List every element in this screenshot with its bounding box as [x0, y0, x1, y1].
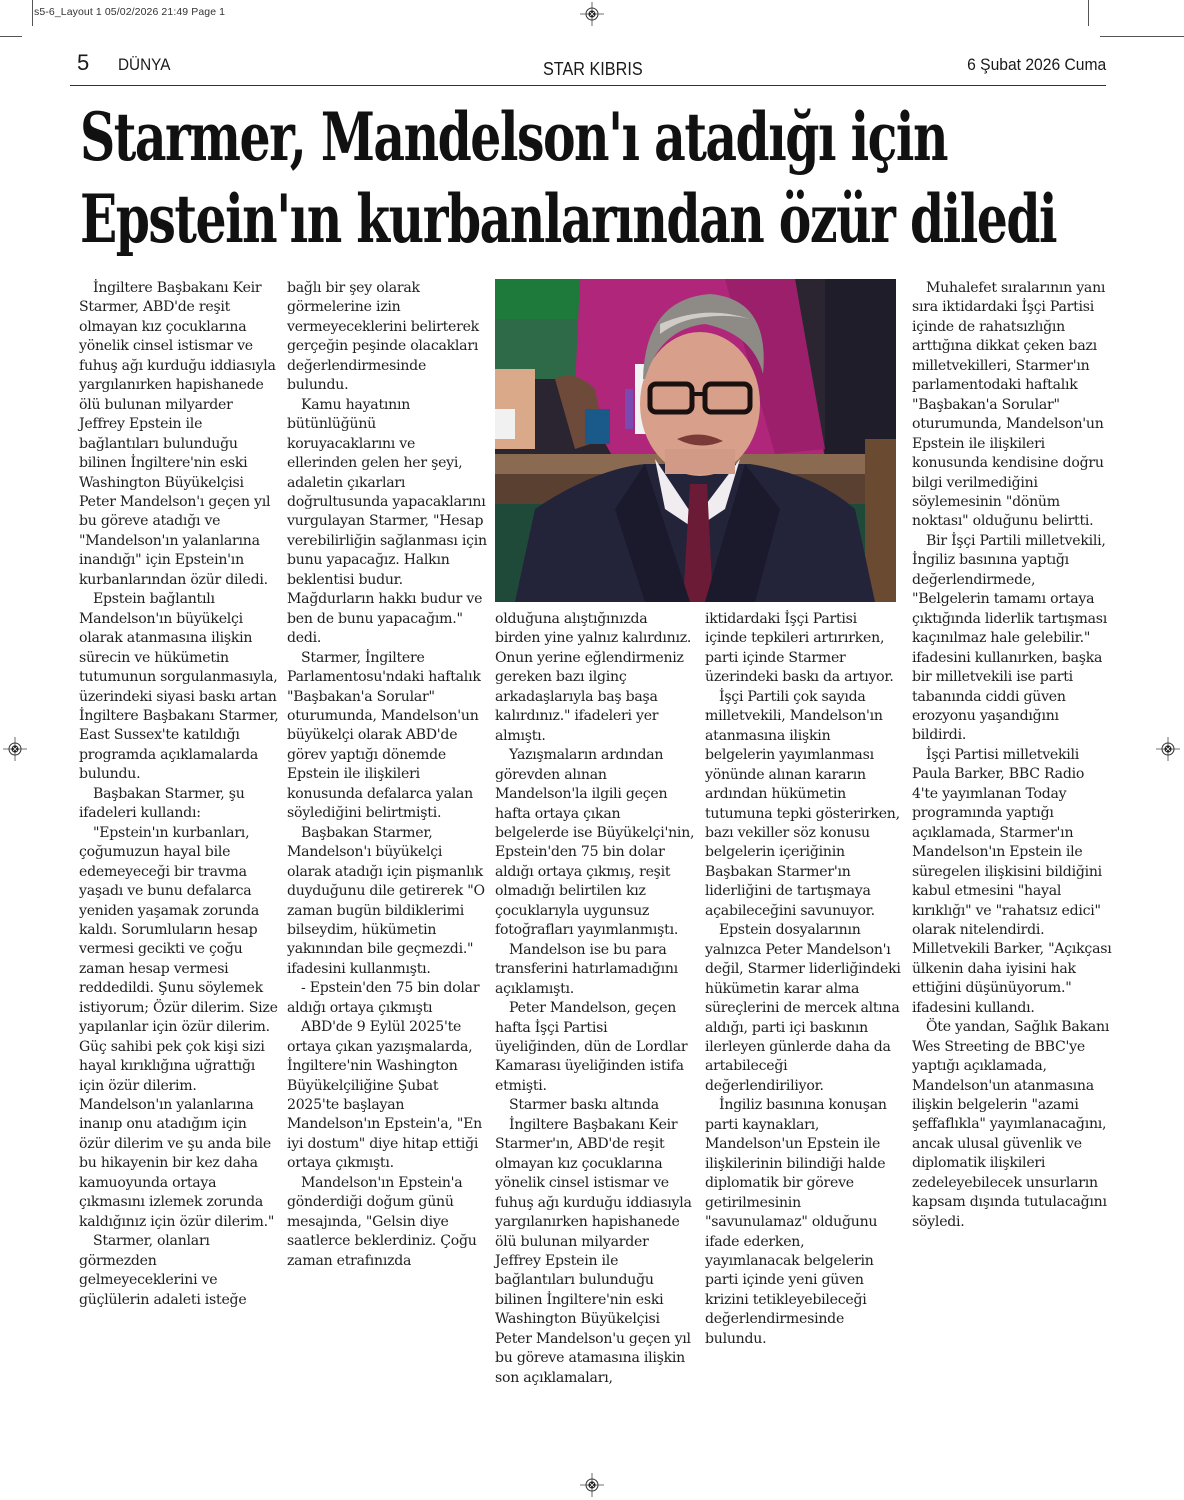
article-paragraph: Muhalefet sıralarının yanı sıra iktidardaki İşçi Partisi içinde de rahatsızlığın arttığına dikkat çeken bazı milletvekilleri, Starmer'ın parlamentodaki haftalık "Başbakan'a Sorular" oturumunda, Mandelson'un Epstein ile ilişkileri konusunda kendisine doğru bilgi verilmediğini söylemesinin "dönüm noktası" olduğunu belirtti.: [912, 280, 1106, 530]
page-number: 5: [77, 50, 90, 75]
article-paragraph: İngiliz basınına konuşan parti kaynakları, Mandelson'un Epstein ile ilişkilerinin bilindiği halde diplomatik bir göreve getirilmesinin "savunulamaz" olduğunu ifade ederken, yayımlanacak belgelerin parti içinde yeni güven krizini tetikleyebileceği değerlendirmesinde bulundu.: [705, 1097, 887, 1347]
article-column: [287, 279, 487, 1271]
article-column: [495, 610, 695, 1388]
article-column: [79, 279, 279, 1310]
subheading: Starmer baskı altında: [509, 1097, 659, 1114]
section-name: DÜNYA: [118, 55, 171, 74]
article-headline: [80, 96, 1110, 260]
article-paragraph: Başbakan Starmer, Mandelson'ı büyükelçi olarak atadığı için pişmanlık duyduğunu dile getirerek "O zaman bugün bildiklerimi bilseydim, hükümetin yakınından bile geçmezdi." ifadesini kullanmıştı.: [287, 824, 485, 977]
subheading: - Epstein'den 75 bin dolar aldığı ortaya çıkmıştı: [287, 980, 480, 1016]
issue-date: 6 Şubat 2026 Cuma: [966, 55, 1106, 74]
article-column: [912, 279, 1112, 1232]
registration-mark-icon: [580, 2, 604, 26]
article-paragraph: İngiltere Başbakanı Keir Starmer'ın, ABD'de reşit olmayan kız çocuklarına yönelik cinsel istismar ve fuhuş ağı kurduğu iddiasıyla yargılanırken hapishanede ölü bulunan milyarder Jeffrey Epstein ile bağlantıları bulunduğu bilinen İngiltere'nin eski Washington Büyükelçisi Peter Mandelson'u geçen yıl bu göreve atamasına ilişkin son açıklamaları,: [495, 1116, 692, 1386]
registration-mark-icon: [3, 737, 27, 761]
article-paragraph: Starmer, İngiltere Parlamentosu'ndaki haftalık "Başbakan'a Sorular" oturumunda, Mandelson'un büyükelçi olarak ABD'de görev yaptığı dönemde Epstein ile ilişkileri konusunda defalarca yalan söylediğini belirtmişti.: [287, 649, 481, 822]
registration-mark-icon: [580, 1473, 604, 1497]
page-header: [70, 50, 1106, 86]
article-paragraph: Bir İşçi Partili milletvekili, İngiliz basınına yaptığı değerlendirmede, "Belgelerin tamamı ortaya çıktığında liderlik tartışması kaçınılmaz hale gelebilir." ifadesini kullanırken, başka bir milletvekili ise parti tabanında ciddi güven erozyonu yaşandığını bildirdi.: [912, 532, 1107, 744]
headline-line: Starmer, Mandelson'ı atadığı için: [80, 98, 948, 176]
article-paragraph: Yazışmaların ardından görevden alınan Mandelson'la ilgili geçen hafta ortaya çıkan belgelerde ise Büyükelçi'nin, Epstein'den 75 bin dolar aldığı ortaya çıkmış, reşit olmadığı belirtilen kız çocuklarıyla uygunsuz fotoğrafları yayımlanmıştı.: [495, 747, 695, 939]
article-paragraph: Mandelson'ın Epstein'a gönderdiği doğum günü mesajında, "Gelsin diye saatlerce beklerdiniz. Çoğu zaman etrafınızda: [287, 1174, 477, 1269]
headline-line: Epstein'ın kurbanlarından özür diledi: [80, 180, 1057, 258]
crop-mark: [1100, 36, 1184, 37]
print-slug: s5-6_Layout 1 05/02/2026 21:49 Page 1: [34, 6, 226, 18]
crop-mark: [0, 36, 22, 37]
article-paragraph: Epstein dosyalarının yalnızca Peter Mandelson'ı değil, Starmer liderliğindeki hükümetin karar alma süreçlerini de mercek altına aldığı, parti içi baskının ilerleyen günlerde daha da artabileceği değerlendiriliyor.: [705, 922, 901, 1094]
crop-mark: [1088, 0, 1089, 26]
article-column: [705, 610, 901, 1349]
crop-mark: [32, 0, 33, 26]
article-paragraph: "Epstein'ın kurbanları, çoğumuzun hayal bile edemeyeceği bir travma yaşadı ve bunu defalarca yeniden yaşamak zorunda kaldı. Sorumluların hesap vermesi gecikti ve çoğu zaman hesap vermesi reddedildi. Şunu söylemek istiyorum; Özür dilerim. Size yapılanlar için özür dilerim. Güç sahibi pek çok kişi sizi hayal kırıklığına uğrattığı için özür dilerim. Mandelson'ın yalanlarına inanıp onu atadığım için özür dilerim ve şu anda bile bu hikayenin bir kez daha kamuoyunda ortaya çıkmasını izlemek zorunda kaldığınız için özür dilerim.": [79, 824, 278, 1230]
article-paragraph: ABD'de 9 Eylül 2025'te ortaya çıkan yazışmalarda, İngiltere'nin Washington Büyükelçiliğine Şubat 2025'te başlayan Mandelson'ın Epstein'a, "En iyi dostum" diye hitap ettiği ortaya çıkmıştı.: [287, 1019, 482, 1172]
article-paragraph: bağlı bir şey olarak görmelerine izin vermeyeceklerini belirterek gerçeğin peşinde olacakları değerlendirmesinde bulundu.: [287, 280, 479, 394]
article-paragraph: Öte yandan, Sağlık Bakanı Wes Streeting de BBC'ye yaptığı açıklamada, Mandelson'un atanmasına ilişkin belgelerin "azami şeffaflıkla" yayımlanacağını, ancak ulusal güvenlik ve diplomatik ilişkileri zedeleyebilecek unsurların kapsam dışında tutulacağını söyledi.: [912, 1019, 1110, 1230]
article-paragraph: Kamu hayatının bütünlüğünü koruyacaklarını ve ellerinden gelen her şeyi, adaletin çıkarları doğrultusunda yapacaklarını vurgulayan Starmer, "Hesap verebilirliğin sağlanması için bunu yapacağız. Halkın beklentisi budur. Mağdurların hakkı budur ve ben de bunu yapacağım." dedi.: [287, 396, 487, 647]
article-paragraph: olduğuna alıştığınızda birden yine yalnız kalırdınız. Onun yerine eğlendirmeniz gereken bazı ilginç arkadaşlarıyla baş başa kalırdınız." ifadeleri yer almıştı.: [495, 611, 692, 744]
article-paragraph: Peter Mandelson, geçen hafta İşçi Partisi üyeliğinden, dün de Lordlar Kamarası üyeliğinden istifa etmişti.: [495, 1000, 688, 1094]
article-paragraph: Starmer, olanları görmezden gelmeyeceklerini ve güçlülerin adaleti isteğe: [79, 1233, 247, 1308]
article-paragraph: Başbakan Starmer, şu ifadeleri kullandı:: [79, 785, 245, 822]
article-paragraph: İşçi Partisi milletvekili Paula Barker, BBC Radio 4'te yayımlanan Today programında yaptığı açıklamada, Starmer'ın Mandelson'ın Epstein ile süregelen ilişkisini bildiğini kabul etmesini "hayal kırıklığı" ve "rahatsız edici" olarak nitelendirdi. Milletvekili Barker, "Açıkçası ülkenin daha iyisini hak ettiğini düşünüyorum." ifadesini kullandı.: [912, 746, 1112, 1016]
registration-mark-icon: [1156, 737, 1180, 761]
article-paragraph: Mandelson ise bu para transferini hatırlamadığını açıklamıştı.: [495, 941, 678, 997]
article-paragraph: iktidardaki İşçi Partisi içinde tepkileri artırırken, parti içinde Starmer üzerindeki baskı da artıyor.: [705, 611, 894, 686]
article-photo: [495, 279, 896, 602]
article-paragraph: İngiltere Başbakanı Keir Starmer, ABD'de reşit olmayan kız çocuklarına yönelik cinsel istismar ve fuhuş ağı kurduğu iddiasıyla yargılanırken hapishanede ölü bulunan milyarder Jeffrey Epstein ile bağlantıları bulunduğu bilinen İngiltere'nin eski Washington Büyükelçisi Peter Mandelson'ı geçen yıl bu göreve atadığı ve "Mandelson'ın yalanlarına inandığı" için Epstein'ın kurbanlarından özür diledi.: [79, 280, 276, 588]
article-paragraph: Epstein bağlantılı Mandelson'ın büyükelçi olarak atanmasına ilişkin sürecin ve hükümetin tutumunun sorgulanmasıyla, üzerindeki siyasi baskı artan İngiltere Başbakanı Starmer, East Sussex'te katıldığı programda açıklamalarda bulundu.: [79, 591, 279, 783]
article-paragraph: İşçi Partili çok sayıda milletvekili, Mandelson'ın atanmasına ilişkin belgelerin yayımlanması yönünde alınan kararın ardından hükümetin tutumuna tepki gösterirken, bazı vekiller söz konusu belgelerin içeriğinin Başbakan Starmer'ın liderliğini de tartışmaya açabileceğini savunuyor.: [705, 688, 900, 919]
photo-keir-starmer-parliament-icon: [495, 279, 896, 602]
newspaper-name: STAR KIBRIS: [543, 59, 643, 79]
